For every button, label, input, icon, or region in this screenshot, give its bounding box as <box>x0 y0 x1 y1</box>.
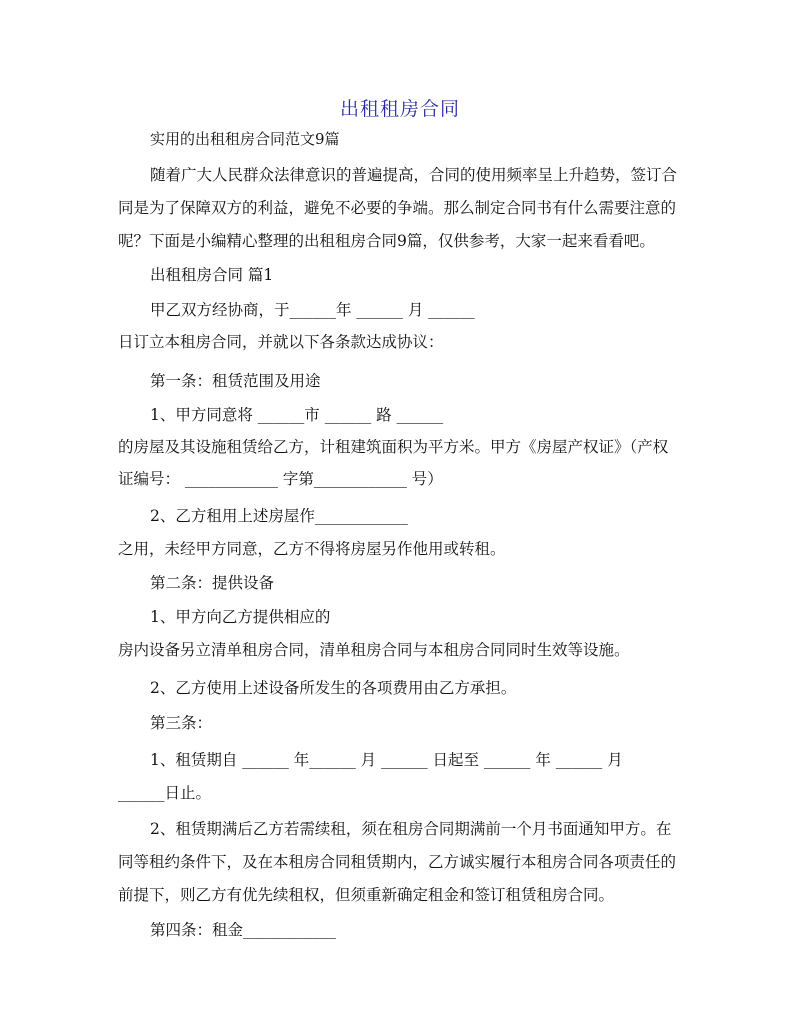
paragraph-line: 1、甲方同意将 ______市 ______ 路 ______ <box>150 406 444 424</box>
paragraph-line: 甲乙双方经协商，于______年 ______ 月 ______ <box>150 301 475 319</box>
intro-line: 随着广大人民群众法律意识的普遍提高，合同的使用频率呈上升趋势，签订合 <box>150 166 678 184</box>
paragraph-line: 证编号： ____________ 字第____________ 号） <box>118 470 443 488</box>
paragraph-line: 同等租约条件下，及在本租房合同租赁期内，乙方诚实履行本租房合同各项责任的 <box>118 853 677 871</box>
paragraph-line: 2、乙方租用上述房屋作____________ <box>150 507 408 525</box>
paragraph-line: ______日止。 <box>118 784 212 802</box>
paragraph-line: 日订立本租房合同，并就以下各条款达成协议： <box>118 333 444 351</box>
document-subtitle: 实用的出租租房合同范文9篇 <box>150 130 340 148</box>
paragraph-line: 的房屋及其设施租赁给乙方，计租建筑面积为平方米。甲方《房屋产权证》（产权 <box>118 438 669 456</box>
intro-line: 呢？下面是小编精心整理的出租租房合同9篇，仅供参考，大家一起来看看吧。 <box>118 232 655 250</box>
paragraph-line: 房内设备另立清单租房合同，清单租房合同与本租房合同同时生效等设施。 <box>118 641 630 659</box>
clause-heading: 第四条：租金____________ <box>150 921 337 939</box>
paragraph-line: 2、租赁期满后乙方若需续租，须在租房合同期满前一个月书面通知甲方。在 <box>150 820 672 838</box>
intro-line: 同是为了保障双方的利益，避免不必要的争端。那么制定合同书有什么需要注意的 <box>118 199 677 217</box>
paragraph-line: 之用，未经甲方同意，乙方不得将房屋另作他用或转租。 <box>118 540 506 558</box>
paragraph-line: 2、乙方使用上述设备所发生的各项费用由乙方承担。 <box>150 679 517 697</box>
paragraph-line: 前提下，则乙方有优先续租权，但须重新确定租金和签订租赁租房合同。 <box>118 886 615 904</box>
clause-heading: 第三条： <box>150 714 213 732</box>
paragraph-line: 1、租赁期自 ______ 年______ 月 ______ 日起至 ______ 年 ______ 月 <box>150 751 623 769</box>
clause-heading: 第二条：提供设备 <box>150 574 275 592</box>
section-heading: 出租租房合同 篇1 <box>150 266 274 284</box>
paragraph-line: 1、甲方向乙方提供相应的 <box>150 608 331 626</box>
document-title: 出租租房合同 <box>339 98 460 120</box>
clause-heading: 第一条：租赁范围及用途 <box>150 372 321 390</box>
